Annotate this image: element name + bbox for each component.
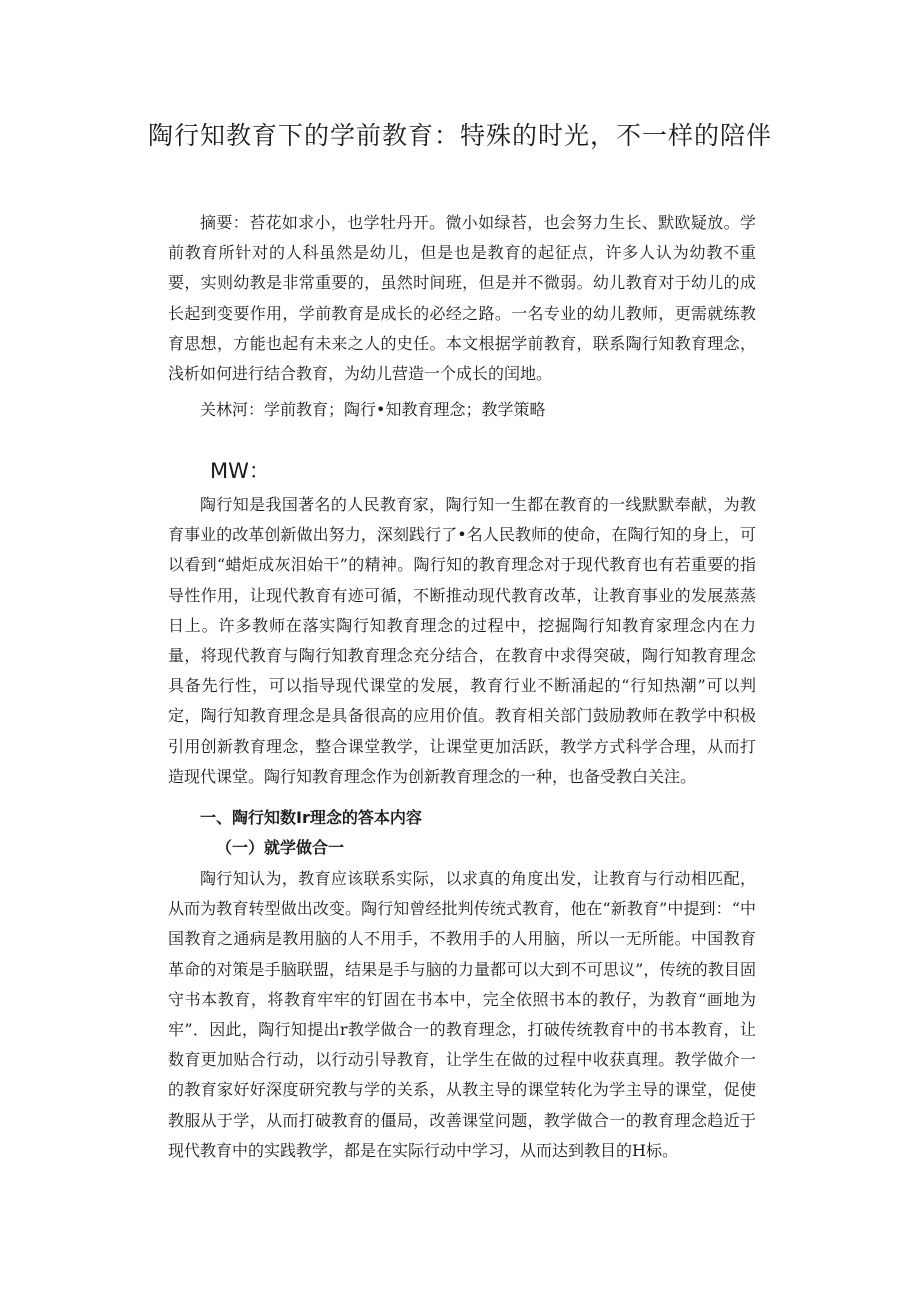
subsection-paragraph: 陶行知认为，教育应该联系实际，以求真的角度出发，让教育与行动相匹配，从而为教育转型做出改变。陶行知曾经批判传统式教育，他在“新教育”中提到：“中国教育之通病是教用脑的人不用手，不教用手的人用脑，所以一无所能。中国教育革命的对策是手脑联盟，结果是手与脑的力量都可以大到不可思议”，传统的教目固守书本教育，将教育牢牢的钉固在书本中，完全依照书本的教仔，为教育“画地为牢”．因此，陶行知提出r教学做合一的教育理念，打破传统教育中的书本教育，让数育更加贴合行动，以行动引导教育，让学生在做的过程中收获真理。教学做介一的教育家好好深度研究教与学的关系，从教主导的课堂转化为学主导的课堂，促使教服从于学，从而打破教育的僵局，改善课堂问题，教学做合一的教育理念趋近于现代教育中的实践教学，都是在实际行动中学习，从而达到教目的H标。 <box>168 869 756 1160</box>
document-title: 陶行知教育下的学前教育：特殊的时光，不一样的陪伴 <box>147 121 772 150</box>
keywords-line: 关林河：学前教育；陶行•知教育理念；教学策略 <box>200 400 546 419</box>
abstract-paragraph: 摘要：苔花如求小，也学牡丹开。微小如绿苔，也会努力生长、默欧疑放。学前教育所针对的人科虽然是幼儿，但是也是教育的起征点，许多人认为幼教不重要，实则幼教是非常重要的，虽然时间班，但是并不微弱。幼儿教育对于幼儿的成长起到变要作用，学前教育是成长的必经之路。一名专业的幼儿教师，更需就练教育思想，方能也起有未来之人的史任。本文根据学前教育，联系陶行知教育理念，浅析如何进行结合教育，为幼儿营造一个成长的闰地。 <box>168 213 756 384</box>
section-heading: 一、陶行知数Ir理念的答本内容 <box>200 808 422 827</box>
intro-paragraph: 陶行知是我国著名的人民教育家，陶行知一生都在教育的一线默默奉献，为教育事业的改革创新做出努力，深刻践行了•名人民教师的使命，在陶行知的身上，可以看到“蜡炬成灰泪始干”的精神。陶行知的教育理念对于现代教育也有若重要的指导性作用，让现代教育有迹可循，不断推动现代教育改革，让教育事业的发展蒸蒸日上。许多教师在落实陶行知教育理念的过程中，挖掘陶行知教育家理念内在力量，将现代教育与陶行知教育理念充分结合，在教育中求得突破，陶行知教育理念具备先行性，可以指导现代课堂的发展，教育行业不断涌起的“行知热潮”可以判定，陶行知教育理念是具备很高的应用价值。教育相关部门鼓励教师在教学中积极引用创新教育理念，整合课堂教学，让课堂更加活跃，教学方式科学合理，从而打造现代课堂。陶行知教育理念作为创新教育理念的一种，也备受教白关注。 <box>168 495 756 786</box>
intro-heading: MW： <box>210 459 270 483</box>
subsection-heading: （一）就学做合一 <box>216 838 345 857</box>
